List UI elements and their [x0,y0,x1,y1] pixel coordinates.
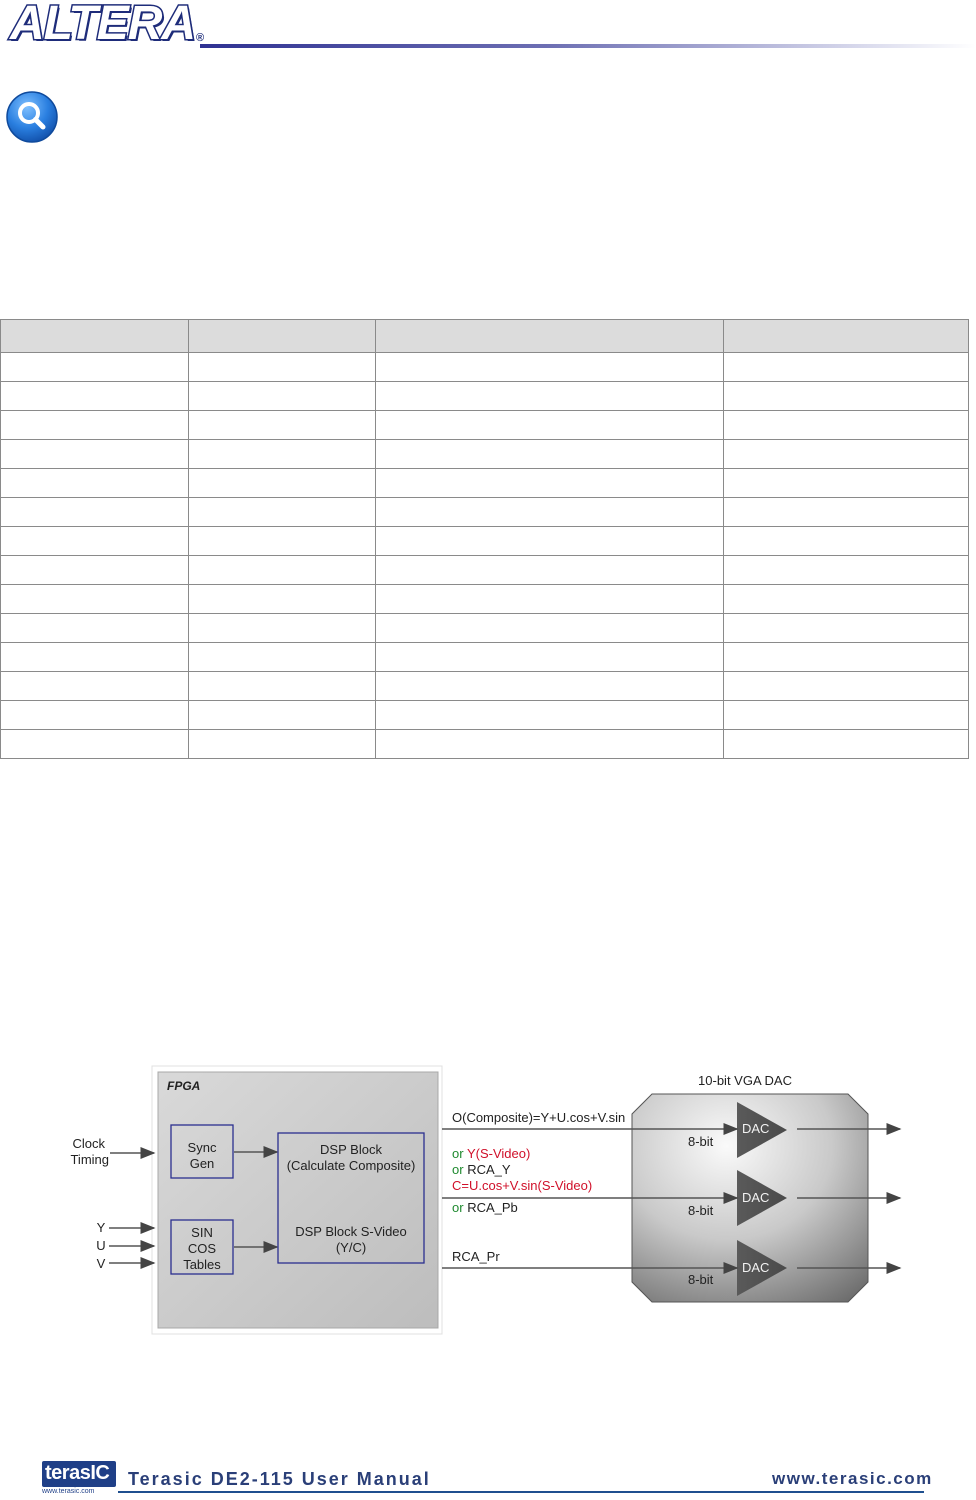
table-cell [724,701,969,730]
sincos-label-1: SIN [191,1225,213,1240]
dsp-composite-label-2: (Calculate Composite) [286,1158,416,1173]
table-row [1,614,969,643]
sincos-label-3: Tables [183,1257,221,1272]
table-cell [724,382,969,411]
table-cell [724,353,969,382]
dsp-svideo-label-2: (Y/C) [335,1240,367,1255]
table-cell [376,556,724,585]
signal-label-y-svideo: or Y(S-Video) [452,1146,531,1161]
dac-label-3: DAC [742,1260,770,1275]
table-cell [189,672,376,701]
table-cell [724,498,969,527]
table-row [1,556,969,585]
table-cell [376,411,724,440]
table-cell [189,527,376,556]
footer-rule [118,1491,924,1493]
table-row [1,440,969,469]
table-cell [189,440,376,469]
table-cell [1,440,189,469]
table-cell [1,382,189,411]
table-cell [189,730,376,759]
terasic-logo-subtext: www.terasic.com [42,1488,95,1495]
table-cell [376,498,724,527]
header-rule [200,44,976,48]
footer-title: Terasic DE2-115 User Manual [128,1469,431,1489]
clock-label: Clock [72,1136,105,1151]
fpga-panel [152,1066,442,1334]
table-cell [189,556,376,585]
table-cell [376,643,724,672]
table-cell [724,585,969,614]
video-dac-block-diagram [0,1060,976,1350]
table-row [1,701,969,730]
signal-label-rca-pr: RCA_Pr [452,1249,500,1264]
table-cell [1,469,189,498]
table-cell [189,353,376,382]
altera-logo-text: ALTERA [10,0,196,50]
vga-dac-title: 10-bit VGA DAC [698,1073,792,1088]
table-cell [724,440,969,469]
table-cell [724,469,969,498]
table-cell [376,730,724,759]
table-cell [189,585,376,614]
table-cell [724,527,969,556]
bit-label-2: 8-bit [688,1203,714,1218]
table-cell [376,527,724,556]
altera-logo [10,0,205,50]
table-cell [724,614,969,643]
table-row [1,353,969,382]
table-cell [1,643,189,672]
table-cell [189,411,376,440]
table-cell [1,585,189,614]
table-header-cell [1,320,189,353]
signal-label-rca-y: or RCA_Y [452,1162,511,1177]
signal-label-c-svideo: C=U.cos+V.sin(S-Video) [452,1178,593,1193]
table-row [1,527,969,556]
table-cell [1,353,189,382]
table-header-cell [376,320,724,353]
table-cell [724,643,969,672]
table-cell [1,730,189,759]
table-cell [724,411,969,440]
table-header-cell [724,320,969,353]
table-cell [376,469,724,498]
table-row [1,730,969,759]
table-cell [724,730,969,759]
signal-label-composite: O(Composite)=Y+U.cos+V.sin [452,1110,626,1125]
table-cell [724,556,969,585]
dsp-svideo-label-1: DSP Block S-Video [295,1224,407,1239]
table-row [1,585,969,614]
timing-label: Timing [70,1152,109,1167]
input-u-label: U [96,1238,106,1253]
search-icon[interactable] [5,90,59,144]
sync-gen-label-2: Gen [189,1156,215,1171]
table-cell [376,382,724,411]
table-row [1,469,969,498]
table-cell [189,701,376,730]
table-cell [376,701,724,730]
dsp-composite-label-1: DSP Block [320,1142,382,1157]
fpga-label: FPGA [167,1079,201,1093]
bit-label-1: 8-bit [688,1134,714,1149]
table-cell [1,672,189,701]
signal-label-rca-pb: or RCA_Pb [452,1200,518,1215]
dac-label-1: DAC [742,1121,770,1136]
table-cell [189,469,376,498]
table-cell [189,643,376,672]
table-cell [376,353,724,382]
table-row [1,382,969,411]
bit-label-3: 8-bit [688,1272,714,1287]
table-row [1,498,969,527]
table-cell [724,672,969,701]
dac-label-2: DAC [742,1190,770,1205]
sincos-label-2: COS [187,1241,217,1256]
table-cell [189,498,376,527]
table-header-row [1,320,969,353]
registered-mark: ® [196,32,205,44]
table-row [1,643,969,672]
table-row [1,411,969,440]
table-cell [1,527,189,556]
sync-gen-label-1: Sync [187,1140,217,1155]
terasic-logo [42,1461,116,1487]
table-cell [1,614,189,643]
table-cell [1,498,189,527]
table-cell [376,672,724,701]
data-table [0,319,969,759]
table-cell [1,411,189,440]
terasic-logo-text: terasIC [45,1462,110,1484]
table-cell [376,440,724,469]
input-v-label: V [96,1256,106,1271]
table-header-cell [189,320,376,353]
table-row [1,672,969,701]
table-cell [1,556,189,585]
footer-url[interactable]: www.terasic.com [772,1469,933,1488]
table-cell [189,382,376,411]
table-cell [376,614,724,643]
table-cell [1,701,189,730]
input-y-label: Y [96,1220,106,1235]
table-cell [376,585,724,614]
table-cell [189,614,376,643]
